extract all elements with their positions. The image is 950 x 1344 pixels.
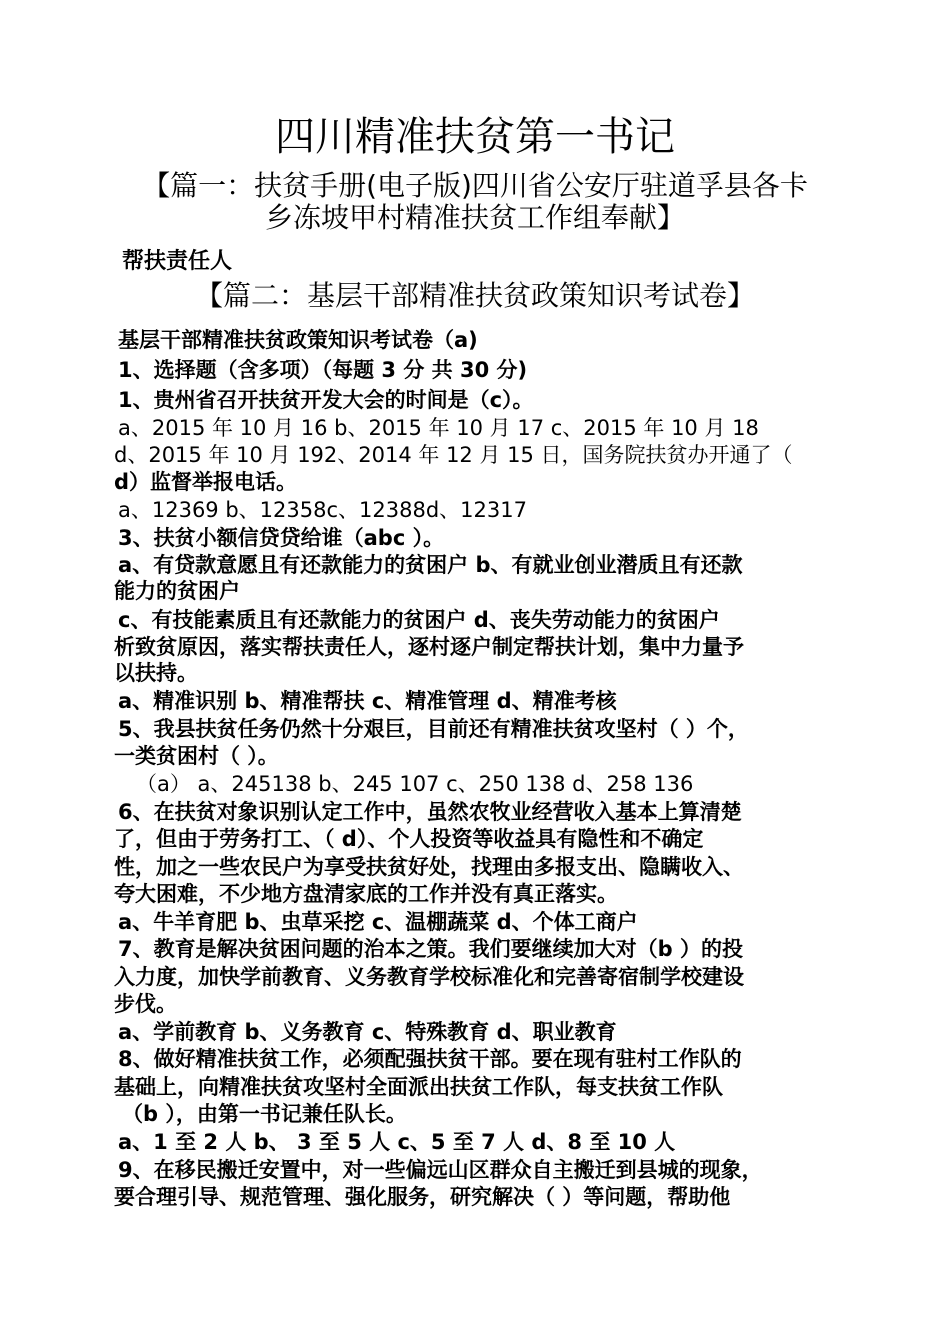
question-line: （b ），由第一书记兼任队长。 <box>122 1102 407 1126</box>
answer-options-line: （a） a、245138 b、245 107 c、250 138 d、258 136 <box>136 772 694 796</box>
answer-options-line: c、有技能素质且有还款能力的贫困户 d、丧失劳动能力的贫困户 <box>118 608 720 632</box>
answer-options-line: a、2015 年 10 月 16 b、2015 年 10 月 17 c、2015 年 10 月 18 <box>118 416 759 440</box>
answer-options-line: a、有贷款意愿且有还款能力的贫困户 b、有就业创业潜质且有还款 <box>118 553 743 577</box>
answer-options-line: a、精准识别 b、精准帮扶 c、精准管理 d、精准考核 <box>118 689 617 713</box>
question-line: d、2015 年 10 月 192、2014 年 12 月 15 日，国务院扶贫办开通了（ <box>114 443 793 467</box>
document-title: 四川精准扶贫第一书记 <box>275 114 675 160</box>
section-heading: 1、选择题（含多项）（每题 3 分 共 30 分) <box>118 358 528 382</box>
question-line: 入力度，加快学前教育、义务教育学校标准化和完善寄宿制学校建设 <box>114 965 744 989</box>
question-line: 了，但由于劳务打工、（ d）、个人投资等收益具有隐性和不确定 <box>114 827 704 851</box>
question-line: 要合理引导、规范管理、强化服务，研究解决（ ）等问题，帮助他 <box>114 1185 731 1209</box>
part-one-title-line-2: 乡冻坡甲村精准扶贫工作组奉献】 <box>264 201 685 234</box>
question-line: 3、扶贫小额信贷贷给谁（abc ）。 <box>118 526 445 550</box>
question-line: 5、我县扶贫任务仍然十分艰巨，目前还有精准扶贫攻坚村（ ）个， <box>118 717 749 741</box>
exam-title: 基层干部精准扶贫政策知识考试卷（a) <box>118 328 478 352</box>
question-line: 夸大困难，不少地方盘清家底的工作并没有真正落实。 <box>114 882 618 906</box>
helper-label: 帮扶责任人 <box>122 249 233 274</box>
question-line: 7、教育是解决贫困问题的治本之策。我们要继续加大对（b ）的投 <box>118 937 743 961</box>
answer-options-line: a、12369 b、12358c、12388d、12317 <box>118 498 527 522</box>
question-line: 以扶持。 <box>114 661 198 685</box>
part-one-title-line-1: 【篇一：扶贫手册(电子版)四川省公安厅驻道孚县各卡 <box>142 169 808 202</box>
answer-options-line: a、学前教育 b、义务教育 c、特殊教育 d、职业教育 <box>118 1020 617 1044</box>
answer-options-line: a、牛羊育肥 b、虫草采挖 c、温棚蔬菜 d、个体工商户 <box>118 910 638 934</box>
question-line: 基础上，向精准扶贫攻坚村全面派出扶贫工作队，每支扶贫工作队 <box>114 1075 723 1099</box>
question-line: 8、做好精准扶贫工作，必须配强扶贫干部。要在现有驻村工作队的 <box>118 1047 742 1071</box>
question-line: 析致贫原因，落实帮扶责任人，逐村逐户制定帮扶计划，集中力量予 <box>114 635 744 659</box>
question-line: 1、贵州省召开扶贫开发大会的时间是（c）。 <box>118 388 534 412</box>
question-line: 一类贫困村（ ）。 <box>114 744 279 768</box>
question-line: 9、在移民搬迁安置中，对一些偏远山区群众自主搬迁到县城的现象， <box>118 1158 763 1182</box>
part-two-title: 【篇二：基层干部精准扶贫政策知识考试卷】 <box>194 279 755 312</box>
question-line: 步伐。 <box>114 992 177 1016</box>
answer-options-line: a、1 至 2 人 b、 3 至 5 人 c、5 至 7 人 d、8 至 10 人 <box>118 1130 676 1154</box>
question-line: 性，加之一些农民户为享受扶贫好处，找理由多报支出、隐瞒收入、 <box>114 855 744 879</box>
question-line: d）监督举报电话。 <box>114 470 298 494</box>
answer-options-line: 能力的贫困户 <box>114 579 240 603</box>
question-line: 6、在扶贫对象识别认定工作中，虽然农牧业经营收入基本上算清楚 <box>118 800 742 824</box>
